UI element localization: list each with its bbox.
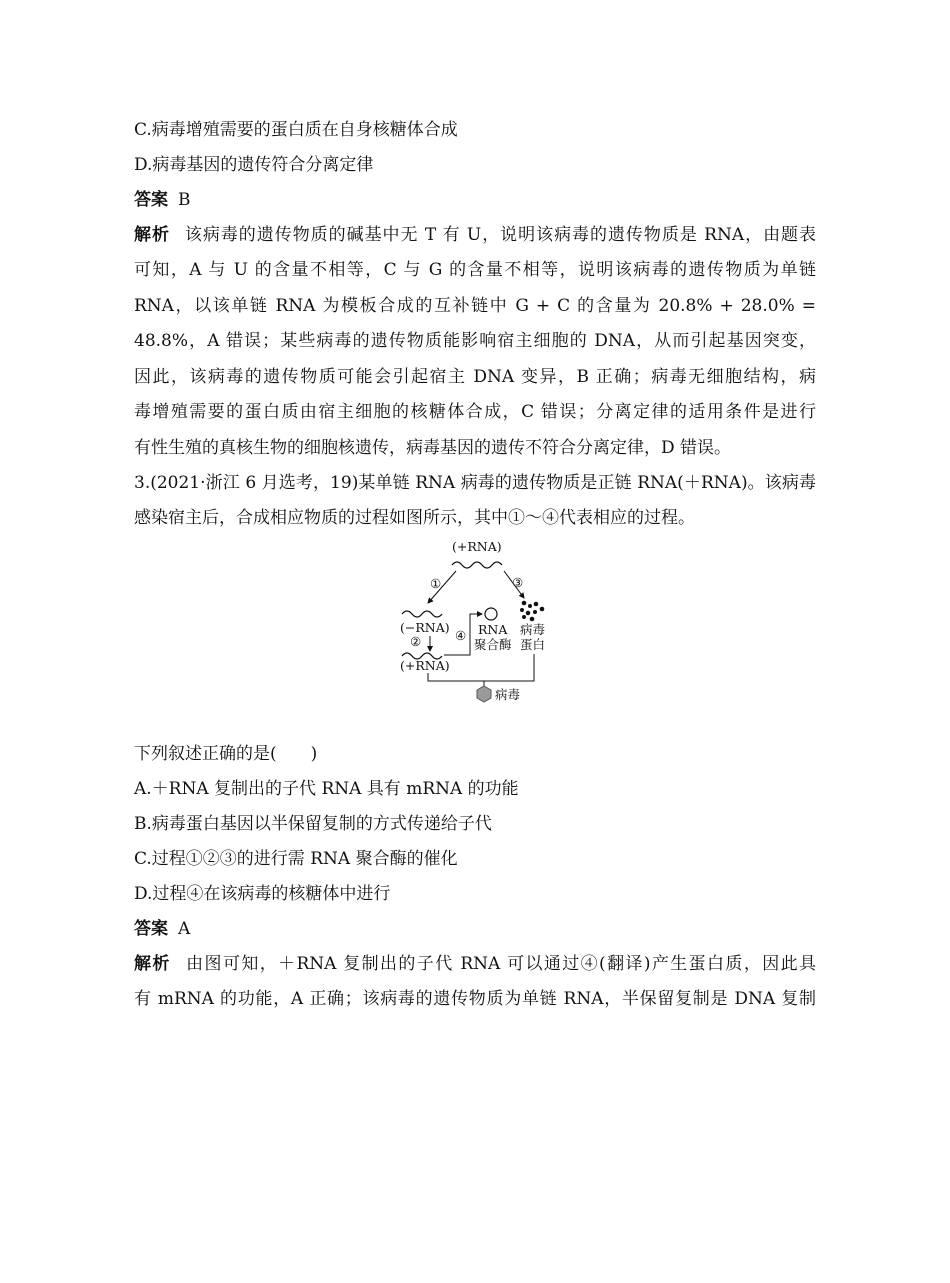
option-c-line: C.病毒增殖需要的蛋白质在自身核糖体合成 bbox=[134, 120, 458, 140]
polymerase-label-2: 聚合酶 bbox=[474, 637, 512, 652]
explanation-2-line-1 bbox=[134, 953, 816, 975]
explanation-1-text-1: 该病毒的遗传物质的碱基中无 T 有 U，说明该病毒的遗传物质是 RNA，由题表 bbox=[183, 225, 816, 245]
option-a: A.＋RNA 复制出的子代 RNA 具有 mRNA 的功能 bbox=[134, 779, 519, 799]
question-3-line-2: 感染宿主后，合成相应物质的过程如图所示，其中①～④代表相应的过程。 bbox=[134, 508, 695, 528]
virus-label: 病毒 bbox=[495, 687, 521, 702]
option-d: D.过程④在该病毒的核糖体中进行 bbox=[134, 884, 391, 904]
answer-2 bbox=[134, 918, 816, 940]
virus-hexagon-icon bbox=[477, 686, 491, 702]
polymerase-circle-icon bbox=[485, 608, 497, 620]
minus-rna-label: (−RNA) bbox=[400, 620, 450, 635]
minus-rna-wave bbox=[402, 611, 442, 617]
viral-protein-label-2: 蛋白 bbox=[520, 637, 546, 652]
option-b: B.病毒蛋白基因以半保留复制的方式传递给子代 bbox=[134, 814, 492, 834]
explanation-1-line-2: 可知，A 与 U 的含量不相等，C 与 G 的含量不相等，说明该病毒的遗传物质为单链 bbox=[134, 260, 816, 280]
virus-replication-diagram bbox=[396, 538, 556, 708]
explanation-1-line-6: 毒增殖需要的蛋白质由宿主细胞的核糖体合成，C 错误；分离定律的适用条件是进行 bbox=[134, 402, 816, 422]
explanation-1-line-1 bbox=[134, 224, 816, 246]
step-3-label: ③ bbox=[512, 575, 524, 590]
step-1-label: ① bbox=[430, 576, 442, 591]
explanation-1-line-5: 因此，该病毒的遗传物质可能会引起宿主 DNA 变异，B 正确；病毒无细胞结构，病 bbox=[134, 367, 816, 387]
question-stem: 下列叙述正确的是( ) bbox=[134, 744, 318, 764]
answer-2-value: A bbox=[178, 919, 191, 939]
explanation-2-label: 解析 bbox=[134, 954, 171, 974]
polymerase-label-1: RNA bbox=[478, 622, 508, 637]
option-d-line: D.病毒基因的遗传符合分离定律 bbox=[134, 155, 374, 175]
answer-1 bbox=[134, 189, 816, 211]
explanation-1-line-4: 48.8%，A 错误；某些病毒的遗传物质能影响宿主细胞的 DNA，从而引起基因突变， bbox=[134, 331, 816, 351]
bottom-plus-rna-label: (+RNA) bbox=[400, 658, 450, 673]
top-plus-rna-wave bbox=[452, 562, 502, 568]
answer-1-label: 答案 bbox=[134, 190, 168, 210]
step-2-label: ② bbox=[410, 634, 422, 649]
explanation-1-label: 解析 bbox=[134, 225, 170, 245]
top-plus-rna-label: (+RNA) bbox=[452, 539, 502, 554]
viral-protein-label-1: 病毒 bbox=[520, 622, 546, 637]
option-c: C.过程①②③的进行需 RNA 聚合酶的催化 bbox=[134, 849, 458, 869]
explanation-1-line-3: RNA，以该单链 RNA 为模板合成的互补链中 G + C 的含量为 20.8% + 28.0% = bbox=[134, 296, 816, 316]
step-4-label: ④ bbox=[455, 628, 467, 643]
explanation-2-text-1: 由图可知，＋RNA 复制出的子代 RNA 可以通过④(翻译)产生蛋白质，因此具 bbox=[184, 954, 816, 974]
answer-2-label: 答案 bbox=[134, 919, 168, 939]
explanation-2-line-2: 有 mRNA 的功能，A 正确；该病毒的遗传物质为单链 RNA，半保留复制是 DNA 复制 bbox=[134, 989, 816, 1009]
explanation-1-line-7: 有性生殖的真核生物的细胞核遗传，病毒基因的遗传不符合分离定律，D 错误。 bbox=[134, 438, 732, 458]
question-3-line-1: 3.(2021·浙江 6 月选考，19)某单链 RNA 病毒的遗传物质是正链 RNA(＋RNA)。该病毒 bbox=[134, 473, 816, 493]
answer-1-value: B bbox=[178, 190, 191, 210]
viral-protein-dots-icon bbox=[520, 601, 544, 622]
